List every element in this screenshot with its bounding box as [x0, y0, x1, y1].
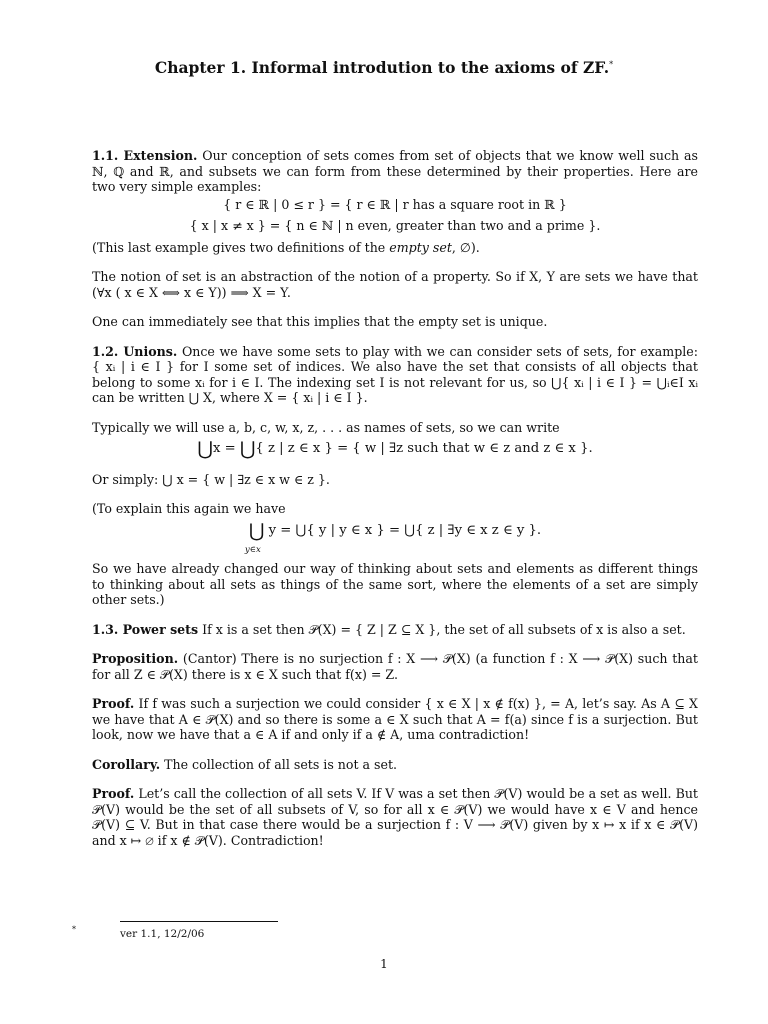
corollary — [92, 757, 698, 773]
extensionality-paragraph: The notion of set is an abstraction of the notion of a property. So if X, Y are sets we have that (∀x ( x ∈ X ⟺ x ∈ Y)) ⟹ X = Y. — [92, 269, 698, 300]
chapter-title-text: Chapter 1. Informal introdution to the axioms of ZF. — [154, 58, 610, 77]
union-explain-paragraph: (To explain this again we have — [92, 501, 286, 516]
union-eq-lhs: x = — [212, 441, 240, 456]
empty-note-post: , ∅). — [451, 239, 480, 255]
unions-intro-text: Once we have some sets to play with we can consider sets of sets, for example: { xᵢ | i ∈ I } for I some set of indices. We also have the set that consists of all objects that belong to some xᵢ for i ∈ I. The indexing set I is not relevant for us, so ⋃{ xᵢ | i ∈ I } = ⋃ᵢ∈I xᵢ can be written ⋃ X, where X = { xᵢ | i ∈ I }. — [92, 343, 698, 405]
section-heading-power-sets: 1.3. Power sets — [92, 621, 199, 637]
extension-intro-text: Our conception of sets comes from set of objects that we know well such as ℕ, ℚ and ℝ, and subsets we can form from these determined by their properties. Here are two very simple examples: — [92, 148, 698, 194]
proposition-text: (Cantor) There is no surjection f : X ⟶ 𝒫(X) (a function f : X ⟶ 𝒫(X) such that for all Z ∈ 𝒫(X) there is x ∈ X such that f(x) = Z. — [92, 651, 698, 682]
proof-corollary — [92, 786, 698, 848]
equation-nonneg-reals: { r ∈ ℝ | 0 ≤ r } = { r ∈ ℝ | r has a square root in ℝ } — [223, 196, 567, 212]
set-names-paragraph: Typically we will use a, b, c, w, x, z, . . . as names of sets, so we can write — [92, 419, 560, 435]
section-unions-intro — [92, 344, 698, 406]
union-index-subscript: y∈x — [244, 544, 261, 555]
section-power-intro — [92, 622, 698, 638]
section-heading-unions: 1.2. Unions. — [92, 343, 178, 359]
empty-set-unique-paragraph: One can immediately see that this implies that the empty set is unique. — [92, 314, 548, 329]
page-number: 1 — [380, 957, 388, 971]
proof-text-1: If f was such a surjection we could consider { x ∈ X | x ∉ f(x) }, = A, let’s say. As A ⊆ X we have that A ∈ 𝒫(X) and so there is some a ∈ X such that A = f(a) since f is a surjection. But look, now we have that a ∈ A if and only if a ∉ A, uma contradiction! — [92, 696, 698, 742]
proof-text-2: Let’s call the collection of all sets V. If V was a set then 𝒫(V) would be a set as well. But 𝒫(V) would be the set of all subsets of V, so for all x ∈ 𝒫(V) we would have x ∈ V and hence 𝒫(V) ⊆ V. But in that case there would be a surjection f : V ⟶ 𝒫(V) given by x ↦ x if x ∈ 𝒫(V) and x ↦ ∅ if x ∉ 𝒫(V). Contradiction! — [92, 786, 698, 848]
corollary-heading: Corollary. — [92, 756, 161, 772]
big-union-symbol-2: ⋃ — [239, 438, 256, 460]
power-intro-text: If x is a set then 𝒫(X) = { Z | Z ⊆ X }, the set of all subsets of x is also a set. — [202, 621, 686, 637]
empty-set-term: empty set — [389, 239, 452, 255]
empty-set-note — [92, 240, 698, 256]
title-footnote-mark: * — [609, 59, 614, 69]
footnote-mark: * — [72, 925, 76, 934]
union-explain-rest: y = ⋃{ y | y ∈ x } = ⋃{ z | ∃y ∈ x z ∈ y }. — [264, 522, 542, 538]
chapter-title — [0, 58, 768, 77]
footnote-divider — [120, 921, 278, 922]
union-eq-mid: { z | z ∈ x } = { w | ∃z such that w ∈ z and z ∈ x }. — [255, 441, 593, 456]
empty-note-pre: (This last example gives two definitions of the — [92, 239, 390, 255]
equation-union-definition — [92, 438, 698, 460]
proof-heading-1: Proof. — [92, 696, 135, 711]
indexed-union — [244, 519, 265, 555]
proof-heading-2: Proof. — [92, 786, 135, 801]
equation-empty-set: { x | x ≠ x } = { n ∈ ℕ | n even, greater than two and a prime }. — [189, 218, 601, 233]
corollary-text: The collection of all sets is not a set. — [164, 756, 398, 772]
big-union-symbol: ⋃ — [197, 438, 213, 460]
proof-cantor — [92, 696, 698, 743]
proposition-heading: Proposition. — [92, 651, 179, 666]
union-simply-paragraph: Or simply: ⋃ x = { w | ∃z ∈ x w ∈ z }. — [92, 471, 330, 487]
sets-same-sort-paragraph: So we have already changed our way of thinking about sets and elements as different things to thinking about all sets as things of the same sort, where the elements of a set are simply other sets.) — [92, 561, 698, 607]
big-union-symbol-3: ⋃ — [248, 519, 265, 542]
section-heading-extension: 1.1. Extension. — [92, 148, 198, 163]
equation-union-explained — [92, 519, 698, 555]
proposition-cantor — [92, 651, 698, 682]
main-content — [92, 148, 698, 862]
section-extension-intro — [92, 148, 698, 195]
footnote-text: ver 1.1, 12/2/06 — [120, 928, 205, 940]
